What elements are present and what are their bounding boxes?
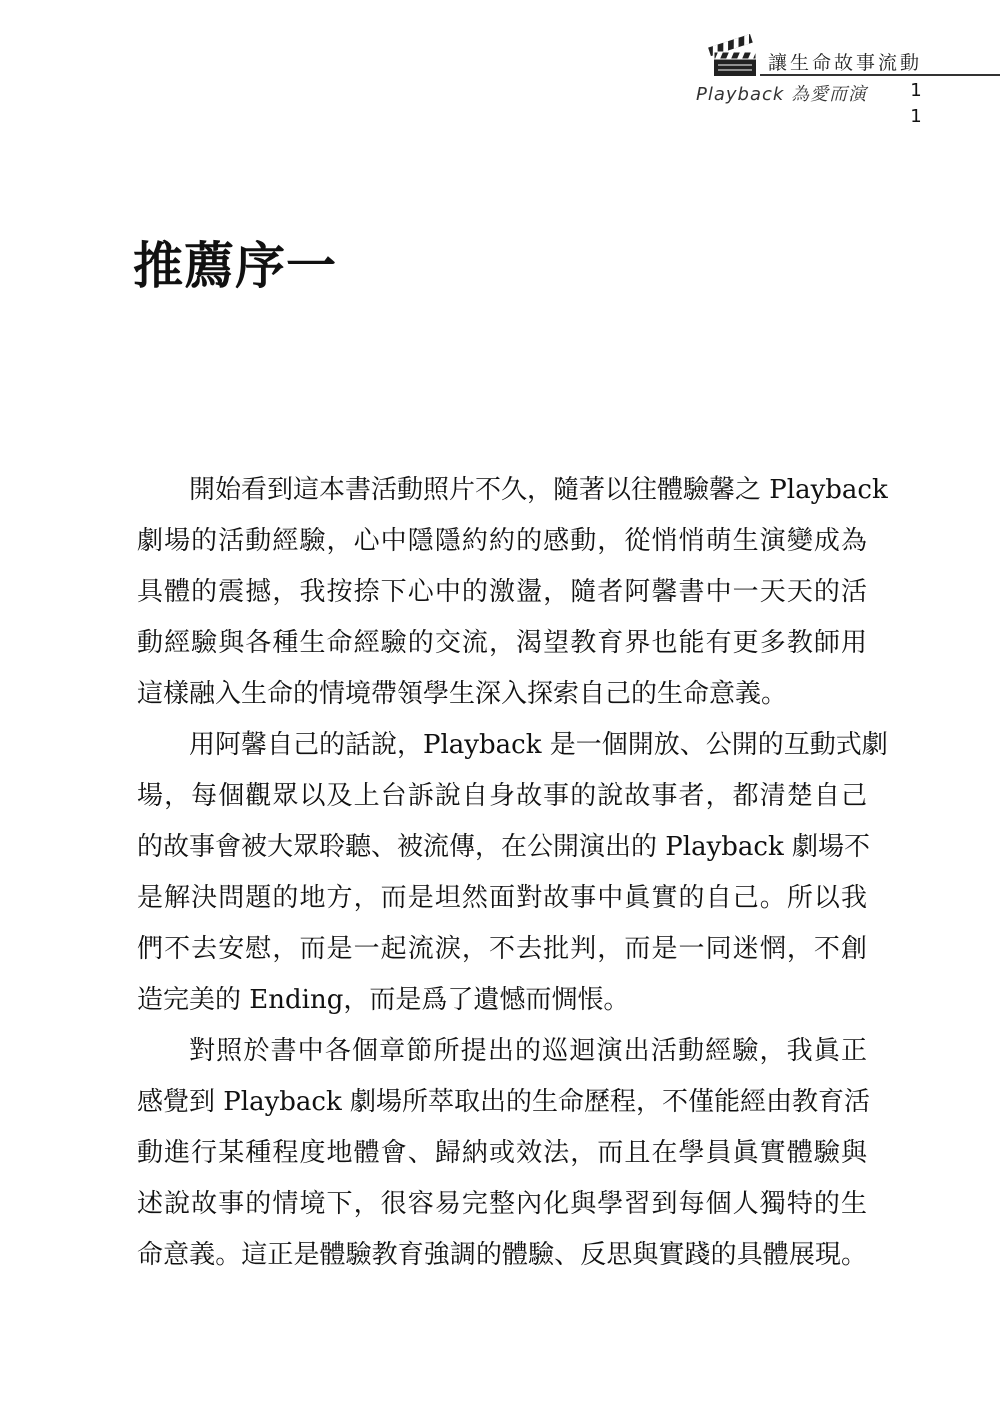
clapperboard-icon [706,28,762,84]
paragraph [137,465,888,720]
text-line: 動經驗與各種生命經驗的交流，渴望教育界也能有更多教師用 [137,628,867,658]
text-line: 具體的震撼，我按捺下心中的激盪，隨者阿馨書中一天天的活 [137,577,867,607]
book-title: 讓生命故事流動 [768,52,923,74]
text-line: 的故事會被大眾聆聽、被流傳，在公開演出的 Playback 劇場不 [137,832,870,862]
text-line: 感覺到 Playback 劇場所萃取出的生命歷程，不僅能經由教育活 [137,1087,870,1117]
text-line: 命意義。這正是體驗教育強調的體驗、反思與實踐的具體展現。 [137,1240,867,1270]
text-line: 們不去安慰，而是一起流淚，不去批判，而是一同迷惘，不創 [137,934,867,964]
chapter-title: 推薦序一 [133,236,337,295]
text-line: 劇場的活動經驗，心中隱隱約約的感動，從悄悄萌生演變成為 [137,526,867,556]
page-number: 1 [910,80,922,101]
header-divider [760,74,1000,76]
text-line: 動進行某種程度地體會、歸納或效法，而且在學員眞實體驗與 [137,1138,867,1168]
text-line: 述說故事的情境下，很容易完整內化與學習到每個人獨特的生 [137,1189,867,1219]
text-line: 用阿馨自己的話說，Playback 是一個開放、公開的互動式劇 [189,730,888,760]
page-number: 1 [910,106,922,127]
text-line: 是解決問題的地方，而是坦然面對故事中眞實的自己。所以我 [137,883,867,913]
text-line: 這樣融入生命的情境帶領學生深入探索自己的生命意義。 [137,679,788,709]
running-header [0,0,1000,130]
book-subtitle: Playback 為愛而演 [696,84,868,105]
paragraph [137,720,888,1026]
text-line: 造完美的 Ending，而是爲了遺憾而惆悵。 [137,985,630,1015]
body-text [137,465,888,1281]
text-line: 開始看到這本書活動照片不久，隨著以往體驗馨之 Playback [189,475,888,505]
paragraph [137,1026,870,1281]
text-line: 對照於書中各個章節所提出的巡迴演出活動經驗，我眞正 [189,1036,867,1066]
text-line: 場，每個觀眾以及上台訴說自身故事的說故事者，都清楚自己 [137,781,867,811]
